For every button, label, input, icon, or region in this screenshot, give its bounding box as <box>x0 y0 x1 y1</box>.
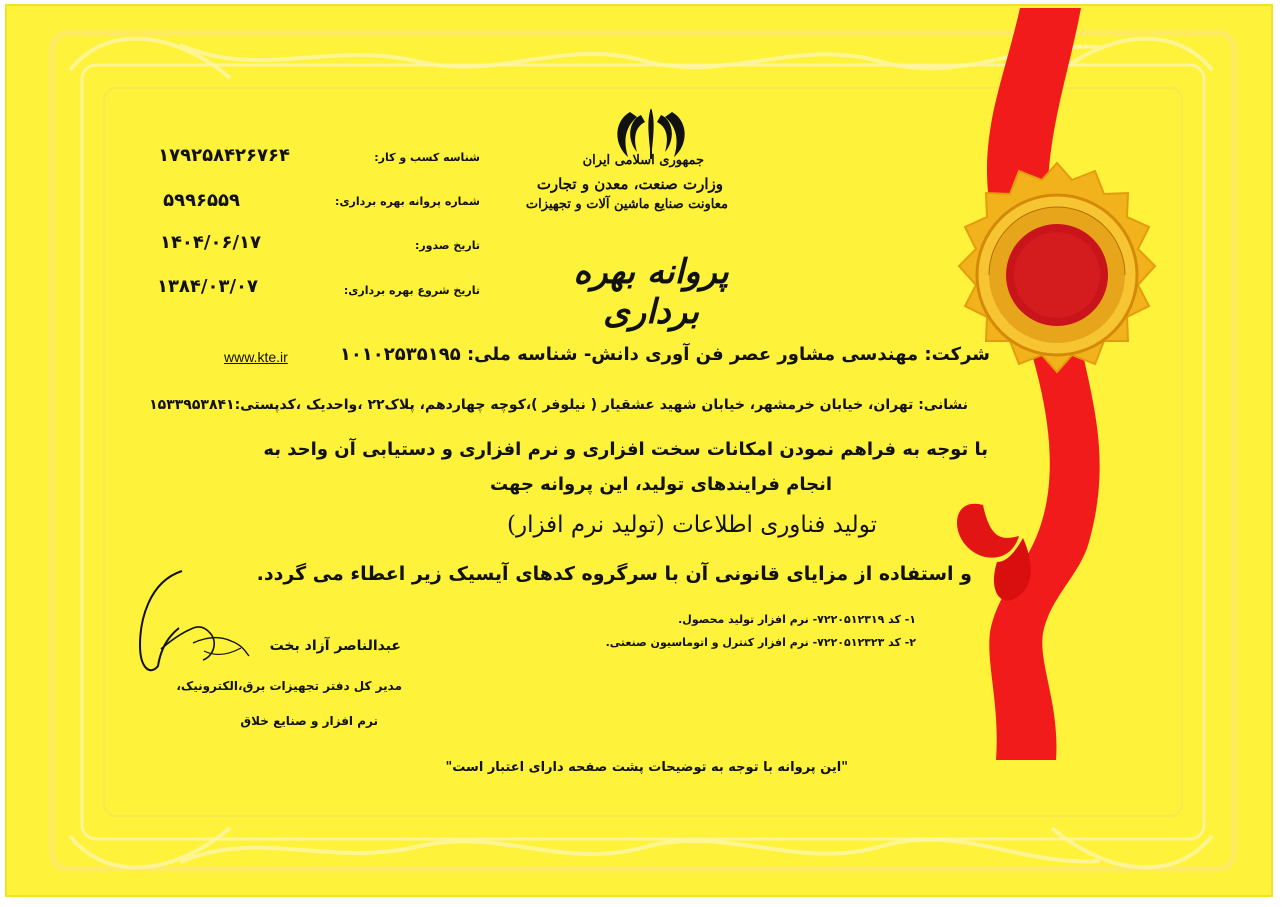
start-date-value: ۱۳۸۴/۰۳/۰۷ <box>156 276 258 297</box>
body-line-3: و استفاده از مزایای قانونی آن با سرگروه کدهای آیسیک زیر اعطاء می گردد. <box>256 563 972 585</box>
company-line: شرکت: مهندسی مشاور عصر فن آوری دانش- شناسه ملی: ۱۰۱۰۲۵۳۵۱۹۵ <box>339 344 990 365</box>
ministry-line-3: معاونت صنایع ماشین آلات و تجهیزات <box>525 197 728 212</box>
license-number-value: ۵۹۹۶۵۵۹ <box>163 190 240 211</box>
company-address: نشانی: تهران، خیابان خرمشهر، خیابان شهید عشقیار ( نیلوفر )،کوچه چهاردهم، پلاک۲۲ ،واحدیک ،کدپستی:۱۵۳۳۹۵۳۸۴۱ <box>149 397 968 413</box>
handwritten-signature <box>130 565 260 680</box>
license-purpose: تولید فناوری اطلاعات (تولید نرم افزار) <box>507 512 877 538</box>
footer-note: "این پروانه با توجه به توضیحات پشت صفحه دارای اعتبار است" <box>445 760 848 775</box>
issue-date-value: ۱۴۰۴/۰۶/۱۷ <box>159 232 261 253</box>
company-website-link[interactable]: www.kte.ir <box>224 349 288 365</box>
license-number-label: شماره پروانه بهره برداری: <box>335 195 480 208</box>
isic-code-1: ۱- کد ۷۲۲۰۵۱۲۳۱۹- نرم افزار تولید محصول. <box>678 613 916 626</box>
signatory-title-line-2: نرم افزار و صنایع خلاق <box>240 714 378 728</box>
body-line-1: با توجه به فراهم نمودن امکانات سخت افزاری و نرم افزاری و دستیابی آن واحد به <box>263 439 988 460</box>
signatory-name: عبدالناصر آزاد بخت <box>269 638 401 654</box>
issue-date-label: تاریخ صدور: <box>414 239 480 252</box>
ministry-line-2: وزارت صنعت، معدن و تجارت <box>536 175 723 193</box>
signatory-title-line-1: مدیر کل دفتر تجهیزات برق،الکترونیک، <box>176 679 402 693</box>
business-id-value: ۱۷۹۲۵۸۴۲۶۷۶۴ <box>158 145 290 166</box>
business-id-label: شناسه کسب و کار: <box>374 151 480 164</box>
ministry-line-1: جمهوری اسلامی ایران <box>582 153 704 168</box>
certificate-title: پروانه بهره برداری <box>573 252 729 332</box>
isic-code-2: ۲- کد ۷۲۲۰۵۱۲۳۲۳- نرم افزار کنترل و اتوماسیون صنعتی. <box>605 636 916 649</box>
body-line-2: انجام فرایندهای تولید، این پروانه جهت <box>490 474 832 495</box>
start-date-label: تاریخ شروع بهره برداری: <box>343 284 480 297</box>
